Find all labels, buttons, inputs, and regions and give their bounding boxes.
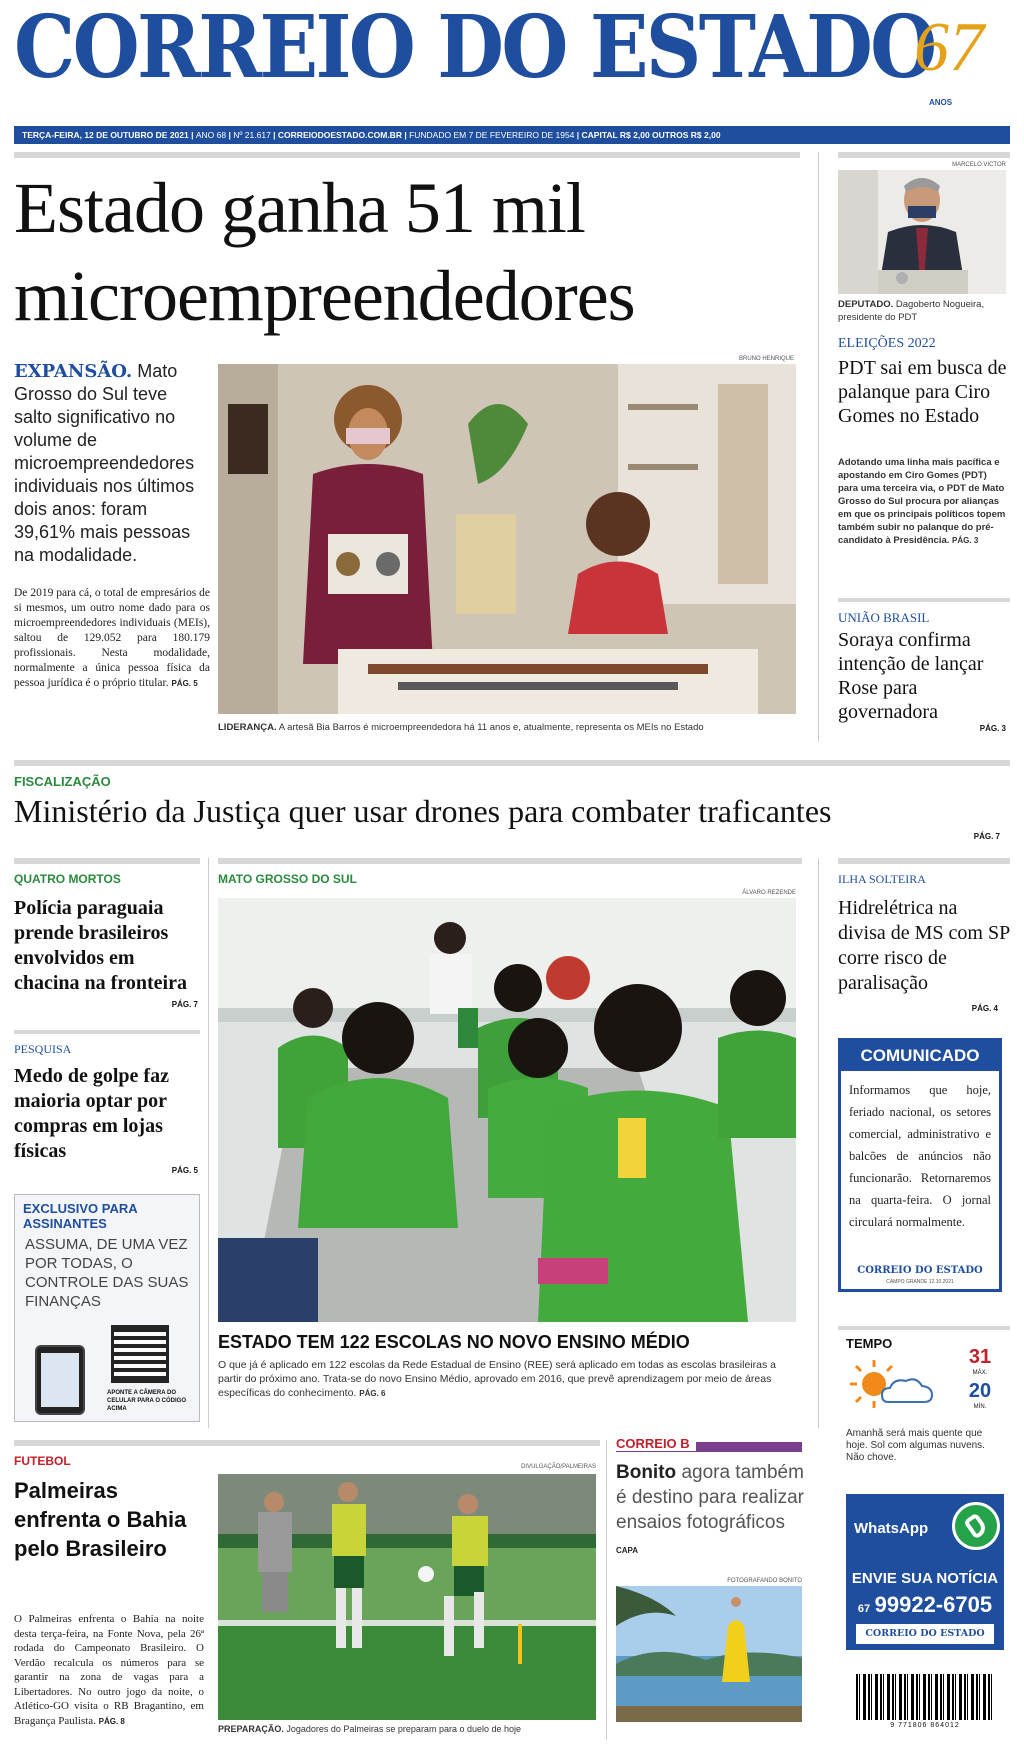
lead-photo [218,364,796,714]
quatro-page: PÁG. 7 [171,1000,198,1009]
masthead [14,0,1010,116]
pdt-body [838,456,1008,547]
escolas-photo-credit: ÁLVARO REZENDE [742,890,796,896]
barcode [850,1672,1000,1734]
deputado-caption-text: Dagoberto Nogueira, presidente do PDT [838,299,985,323]
deputado-caption-label: DEPUTADO. [838,299,894,310]
drones-headline[interactable]: Ministério da Justiça quer usar drones para combater traficantes [14,793,832,829]
correio-b-headline[interactable] [616,1460,806,1563]
escolas-photo [218,898,796,1322]
pdt-page: PÁG. 3 [952,536,979,545]
col-divider-bottom [606,1440,607,1740]
correio-b-headline-bold: Bonito [616,1462,677,1483]
tempo-min: 20 [968,1380,992,1402]
futebol-caption-label: PREPARAÇÃO. [218,1724,284,1734]
lead-headline-line2: microempreendedores [14,256,635,336]
ilha-page: PÁG. 4 [971,1004,998,1013]
dateline-site[interactable]: CORREIODOESTADO.COM.BR [277,130,402,140]
bonito-photo-image [616,1586,802,1722]
palmeiras-training-image [218,1474,596,1720]
whatsapp-logo: CORREIO DO ESTADO [856,1624,994,1644]
promo-phone-icon [35,1345,85,1415]
whatsapp-cta: ENVIE SUA NOTÍCIA [851,1570,999,1587]
students-classroom-image [218,898,796,1322]
col-divider-left [208,858,209,1428]
whatsapp-ddd: 67 [857,1603,871,1615]
dateline-date: TERÇA-FEIRA, 12 DE OUTUBRO DE 2021 [22,130,189,140]
futebol-caption [218,1724,596,1734]
pdt-body-text: Adotando uma linha mais pacífica e apostando em Ciro Gomes (PDT) para uma terceira via, o PDT de Mato Grosso do Sul procura por alianças em que os principais políticos topem também subir no palanque do pré-candidato à Presidência. [838,457,1006,546]
barcode-digits: 9 771806 864012 [890,1722,960,1729]
comunicado-text: Informamos que hoje, feriado nacional, os setores comercial, administrativo e balcões de anúncios não funcionarão. Retornaremos na quarta-feira. O jornal circulará normalmente. [849,1083,991,1229]
lead-body-text: De 2019 para cá, o total de empresários de si mesmos, um outro nome dado para os microempreendedores individuais (MEIs), saltou de 129.052 para 180.179 profissionais. Nesta modalidade, normalmente a única pessoa física da pessoa jurídica é o próprio titular. [14,587,210,689]
masthead-title: CORREIO DO ESTADO [14,0,935,98]
barcode-bars [856,1674,994,1720]
comunicado-box [838,1038,1002,1292]
deputado-photo [838,170,1006,294]
correio-b-kicker: CORREIO B [616,1436,696,1451]
correio-b-page: CAPA [616,1546,639,1555]
comunicado-logo: CORREIO DO ESTADO [857,1265,983,1276]
dateline-issue: Nº 21.617 [233,130,271,140]
deputado-image [838,170,1006,294]
ilha-kicker: ILHA SOLTEIRA [838,872,926,886]
whatsapp-box[interactable] [846,1494,1004,1650]
anniversary-number: 67 [914,9,984,86]
drones-rule [14,760,1010,766]
promo-title: EXCLUSIVO PARA ASSINANTES [23,1201,138,1231]
pesquisa-kicker: PESQUISA [14,1042,72,1056]
correio-b-photo [616,1586,802,1722]
escolas-page: PÁG. 6 [359,1389,386,1398]
deputado-photo-credit: MARCELO VICTOR [952,162,1006,168]
lead-kicker: EXPANSÃO. [14,361,133,382]
escolas-kicker: MATO GROSSO DO SUL [218,872,357,886]
lead-top-rule [14,152,800,158]
drones-kicker: FISCALIZAÇÃO [14,774,111,789]
futebol-kicker: FUTEBOL [14,1454,71,1468]
escolas-body [218,1358,802,1401]
col-divider-right [818,152,819,742]
lead-page: PÁG. 5 [171,679,198,688]
dateline: TERÇA-FEIRA, 12 DE OUTUBRO DE 2021 | ANO 68 | Nº 21.617 | CORREIODOESTADO.COM.BR | FUNDADO EM 7 DE FEVEREIRO DE 1954 | CAPITAL R$ 2,00 OUTROS R$ 2,00 [14,126,1010,144]
escolas-headline[interactable]: ESTADO TEM 122 ESCOLAS NO NOVO ENSINO MÉDIO [218,1332,690,1352]
promo-qr-text: APONTE A CÂMERA DO CELULAR PARA O CÓDIGO ACIMA [107,1390,186,1412]
lead-caption-label: LIDERANÇA. [218,722,277,733]
pdt-headline[interactable]: PDT sai em busca de palanque para Ciro Gomes no Estado [838,357,1007,427]
qr-code-icon[interactable] [111,1325,169,1383]
whatsapp-number[interactable]: 99922-6705 [874,1592,993,1617]
pesquisa-headline[interactable]: Medo de golpe faz maioria optar por compras em lojas físicas [14,1065,169,1162]
futebol-caption-text: Jogadores do Palmeiras se preparam para o duelo de hoje [286,1724,522,1734]
dateline-price: CAPITAL R$ 2,00 OUTROS R$ 2,00 [581,130,721,140]
anniversary-label: ANOS [929,98,953,107]
artisan-shop-image [218,364,796,714]
pesquisa-page: PÁG. 5 [171,1166,198,1175]
col-divider-center [818,858,819,1428]
sun-cloud-icon [846,1356,936,1412]
quatro-kicker: QUATRO MORTOS [14,872,121,886]
futebol-page: PÁG. 8 [98,1716,125,1726]
correio-b-headline-rest: agora também é destino para realizar ensaios fotográficos [616,1462,804,1533]
promo-text: ASSUMA, DE UMA VEZ POR TODAS, O CONTROLE DAS SUAS FINANÇAS [25,1236,189,1310]
quatro-headline[interactable]: Polícia paraguaia prende brasileiros envolvidos em chacina na fronteira [14,897,187,994]
futebol-photo-credit: DIVULGAÇÃO/PALMEIRAS [521,1464,596,1470]
futebol-rule [14,1440,600,1446]
lead-headline-line1: Estado ganha 51 mil [14,168,585,248]
futebol-body [14,1612,204,1729]
escolas-rule [218,858,802,864]
lead-caption [218,722,796,733]
tempo-max: 31 [968,1346,992,1368]
pesquisa-rule [14,1030,200,1034]
lead-headline [14,164,804,340]
comunicado-sub: CAMPO GRANDE 12.10.2021 [886,1279,954,1285]
dateline-edition: ANO 68 [195,130,227,140]
lead-body [14,586,210,691]
comunicado-title: COMUNICADO [841,1041,999,1071]
pdt-kicker: ELEIÇÕES 2022 [838,336,936,351]
dateline-founded: FUNDADO EM 7 DE FEVEREIRO DE 1954 [409,130,575,140]
deputado-caption [838,298,1006,324]
correio-b-photo-credit: FOTOGRAFANDO BONITO [727,1578,802,1584]
tempo-min-label: MÍN. [973,1404,987,1410]
drones-page: PÁG. 7 [973,832,1000,841]
futebol-headline[interactable]: Palmeiras enfrenta o Bahia pelo Brasileiro [14,1478,187,1561]
tempo-title: TEMPO [846,1336,893,1351]
lead-caption-text: A artesã Bia Barros é microempreendedora há 11 anos e, atualmente, representa os MEIs no Estado [278,722,704,733]
ilha-rule [838,858,1010,864]
quatro-rule [14,858,200,864]
uniao-headline[interactable]: Soraya confirma intenção de lançar Rose para governadora [838,629,984,723]
ilha-headline[interactable]: Hidrelétrica na divisa de MS com SP corre risco de paralisação [838,897,1010,994]
futebol-body-text: O Palmeiras enfrenta o Bahia na noite desta terça-feira, na Fonte Nova, pela 26ª rodada do Campeonato Brasileiro. O Verdão recalcula os números para se garantir na zona de vagas para a Libertadores. No outro jogo da noite, o Atlético-GO visita o RB Bragantino, em Bragança Paulista. [14,1613,204,1727]
uniao-kicker: UNIÃO BRASIL [838,610,930,625]
whatsapp-number-row [848,1592,1002,1618]
tempo-max-label: MÁX. [972,1370,988,1376]
tempo-text: Amanhã será mais quente que hoje. Sol com algumas nuvens. Não chove. [846,1428,985,1463]
lead-deck-text: Mato Grosso do Sul teve salto significativo no volume de microempreendedores individuais nos últimos dois anos: foram 39,61% mais pessoas na modalidade. [14,361,195,565]
futebol-photo [218,1474,596,1720]
weather-icon [846,1356,936,1412]
whatsapp-label: WhatsApp [854,1520,929,1537]
lead-photo-credit: BRUNO HENRIQUE [738,356,794,362]
right-top-rule [838,152,1010,158]
uniao-rule [838,598,1010,602]
whatsapp-icon [952,1502,1000,1550]
tempo-rule [838,1326,1010,1330]
uniao-page: PÁG. 3 [979,724,1006,733]
lead-deck [14,360,210,567]
promo-box[interactable] [14,1194,200,1422]
escolas-body-text: O que já é aplicado em 122 escolas da Rede Estadual de Ensino (REE) será aplicado em todas as escolas brasileiras a partir do próximo ano. Trata-se do novo Ensino Médio, aprovado em 2016, que prevê aprendizagem por meio de áreas específicas do conhecimento. [218,1359,776,1399]
